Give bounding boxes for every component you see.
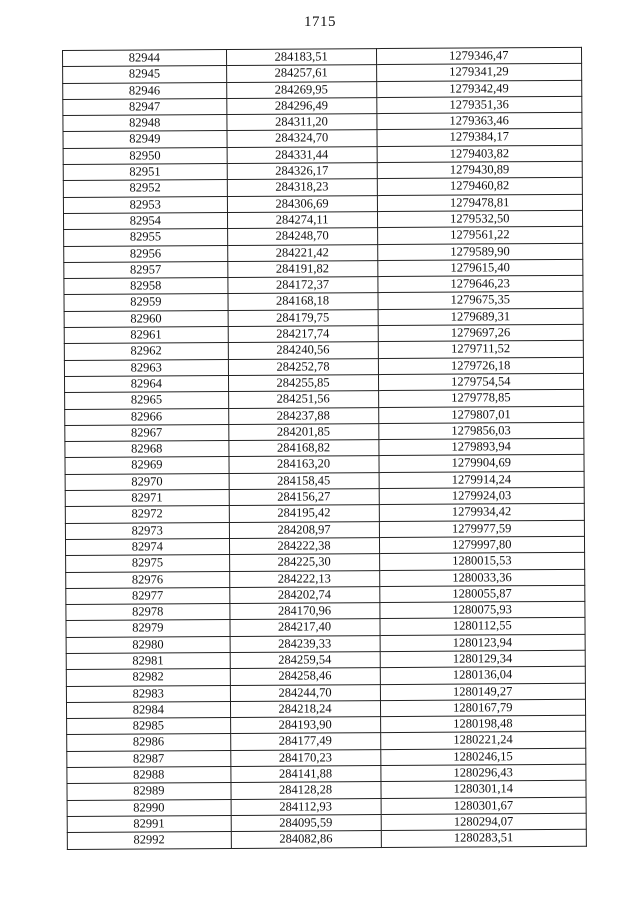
x-coordinate-cell: 284326,17 [227,163,377,180]
point-number-cell: 82974 [65,538,229,555]
point-number-cell: 82956 [64,245,228,262]
point-number-cell: 82954 [63,212,227,229]
x-coordinate-cell: 284217,74 [228,326,378,343]
y-coordinate-cell: 1279924,03 [379,487,585,505]
point-number-cell: 82986 [67,734,231,751]
x-coordinate-cell: 284158,45 [229,472,379,489]
x-coordinate-cell: 284168,18 [228,293,378,310]
point-number-cell: 82984 [66,701,230,718]
x-coordinate-cell: 284177,49 [230,733,380,750]
y-coordinate-cell: 1279711,52 [378,341,584,359]
x-coordinate-cell: 284252,78 [228,358,378,375]
point-number-cell: 82957 [64,261,228,278]
y-coordinate-cell: 1279384,17 [377,129,583,147]
y-coordinate-cell: 1279697,26 [378,324,584,342]
x-coordinate-cell: 284318,23 [227,179,377,196]
y-coordinate-cell: 1280198,48 [380,715,586,733]
point-number-cell: 82981 [66,652,230,669]
y-coordinate-cell: 1279561,22 [377,227,583,245]
y-coordinate-cell: 1280129,34 [380,650,586,668]
x-coordinate-cell: 284141,88 [230,766,380,783]
y-coordinate-cell: 1280246,15 [380,748,586,766]
point-number-cell: 82979 [66,620,230,637]
point-number-cell: 82947 [63,98,227,115]
point-number-cell: 82983 [66,685,230,702]
y-coordinate-cell: 1279351,36 [376,96,582,114]
point-number-cell: 82991 [67,815,231,832]
x-coordinate-cell: 284259,54 [230,652,380,669]
x-coordinate-cell: 284239,33 [230,635,380,652]
y-coordinate-cell: 1279856,03 [378,422,584,440]
y-coordinate-cell: 1280301,14 [381,781,587,799]
x-coordinate-cell: 284306,69 [227,195,377,212]
y-coordinate-cell: 1279532,50 [377,210,583,228]
x-coordinate-cell: 284258,46 [230,668,380,685]
page-number: 1715 [304,14,336,30]
x-coordinate-cell: 284172,37 [227,277,377,294]
y-coordinate-cell: 1279403,82 [377,145,583,163]
y-coordinate-cell: 1279977,59 [379,520,585,538]
y-coordinate-cell: 1279778,85 [378,390,584,408]
point-number-cell: 82985 [67,718,231,735]
x-coordinate-cell: 284128,28 [231,782,381,799]
y-coordinate-cell: 1279893,94 [378,438,584,456]
y-coordinate-cell: 1280301,67 [381,797,587,815]
x-coordinate-cell: 284170,96 [229,603,379,620]
point-number-cell: 82992 [67,832,231,849]
y-coordinate-cell: 1279904,69 [379,455,585,473]
y-coordinate-cell: 1280112,55 [380,618,586,636]
y-coordinate-cell: 1280294,07 [381,813,587,831]
y-coordinate-cell: 1280149,27 [380,683,586,701]
y-coordinate-cell: 1279363,46 [376,113,582,131]
y-coordinate-cell: 1280167,79 [380,699,586,717]
point-number-cell: 82980 [66,636,230,653]
y-coordinate-cell: 1279934,42 [379,504,585,522]
point-number-cell: 82973 [65,522,229,539]
point-number-cell: 82972 [65,506,229,523]
x-coordinate-cell: 284311,20 [226,114,376,131]
x-coordinate-cell: 284183,51 [226,49,376,66]
y-coordinate-cell: 1279589,90 [377,243,583,261]
point-number-cell: 82961 [64,327,228,344]
coordinates-table [62,47,587,850]
x-coordinate-cell: 284201,85 [228,423,378,440]
point-number-cell: 82944 [63,49,227,66]
point-number-cell: 82970 [65,473,229,490]
point-number-cell: 82962 [64,343,228,360]
x-coordinate-cell: 284248,70 [227,228,377,245]
y-coordinate-cell: 1280033,36 [379,569,585,587]
x-coordinate-cell: 284163,20 [229,456,379,473]
point-number-cell: 82969 [65,457,229,474]
point-number-cell: 82945 [63,66,227,83]
y-coordinate-cell: 1279675,35 [378,292,584,310]
table-row [67,830,586,849]
point-number-cell: 82952 [63,180,227,197]
x-coordinate-cell: 284257,61 [226,65,376,82]
point-number-cell: 82989 [67,783,231,800]
point-number-cell: 82949 [63,131,227,148]
point-number-cell: 82990 [67,799,231,816]
y-coordinate-cell: 1279689,31 [378,308,584,326]
point-number-cell: 82951 [63,164,227,181]
x-coordinate-cell: 284324,70 [227,130,377,147]
point-number-cell: 82968 [65,441,229,458]
point-number-cell: 82964 [64,375,228,392]
x-coordinate-cell: 284221,42 [227,244,377,261]
y-coordinate-cell: 1280075,93 [379,601,585,619]
y-coordinate-cell: 1279478,81 [377,194,583,212]
x-coordinate-cell: 284179,75 [228,309,378,326]
x-coordinate-cell: 284195,42 [229,505,379,522]
y-coordinate-cell: 1280296,43 [380,764,586,782]
y-coordinate-cell: 1279615,40 [377,259,583,277]
x-coordinate-cell: 284156,27 [229,489,379,506]
x-coordinate-cell: 284112,93 [231,798,381,815]
x-coordinate-cell: 284208,97 [229,521,379,538]
x-coordinate-cell: 284168,82 [228,440,378,457]
y-coordinate-cell: 1279807,01 [378,406,584,424]
coordinates-table-body [63,47,587,849]
point-number-cell: 82967 [65,424,229,441]
y-coordinate-cell: 1279460,82 [377,178,583,196]
point-number-cell: 82977 [66,587,230,604]
point-number-cell: 82963 [64,359,228,376]
x-coordinate-cell: 284255,85 [228,375,378,392]
point-number-cell: 82959 [64,294,228,311]
y-coordinate-cell: 1279430,89 [377,161,583,179]
y-coordinate-cell: 1279342,49 [376,80,582,98]
x-coordinate-cell: 284240,56 [228,342,378,359]
y-coordinate-cell: 1280015,53 [379,553,585,571]
point-number-cell: 82965 [65,392,229,409]
x-coordinate-cell: 284193,90 [230,717,380,734]
point-number-cell: 82978 [66,604,230,621]
point-number-cell: 82988 [67,767,231,784]
point-number-cell: 82960 [64,310,228,327]
x-coordinate-cell: 284269,95 [226,81,376,98]
x-coordinate-cell: 284082,86 [231,831,381,848]
point-number-cell: 82955 [64,229,228,246]
point-number-cell: 82976 [66,571,230,588]
x-coordinate-cell: 284191,82 [227,260,377,277]
point-number-cell: 82953 [63,196,227,213]
point-number-cell: 82975 [66,555,230,572]
x-coordinate-cell: 284244,70 [230,684,380,701]
point-number-cell: 82950 [63,147,227,164]
point-number-cell: 82982 [66,669,230,686]
point-number-cell: 82946 [63,82,227,99]
x-coordinate-cell: 284251,56 [228,391,378,408]
point-number-cell: 82958 [64,278,228,295]
x-coordinate-cell: 284218,24 [230,700,380,717]
y-coordinate-cell: 1279341,29 [376,64,582,82]
y-coordinate-cell: 1280221,24 [380,732,586,750]
y-coordinate-cell: 1279726,18 [378,357,584,375]
x-coordinate-cell: 284222,13 [229,570,379,587]
x-coordinate-cell: 284170,23 [230,749,380,766]
x-coordinate-cell: 284222,38 [229,537,379,554]
x-coordinate-cell: 284095,59 [231,815,381,832]
point-number-cell: 82987 [67,750,231,767]
y-coordinate-cell: 1280055,87 [379,585,585,603]
y-coordinate-cell: 1279754,54 [378,373,584,391]
y-coordinate-cell: 1280136,04 [380,667,586,685]
point-number-cell: 82948 [63,115,227,132]
x-coordinate-cell: 284237,88 [228,407,378,424]
point-number-cell: 82966 [65,408,229,425]
y-coordinate-cell: 1279914,24 [379,471,585,489]
x-coordinate-cell: 284274,11 [227,212,377,229]
x-coordinate-cell: 284217,40 [230,619,380,636]
x-coordinate-cell: 284331,44 [227,146,377,163]
x-coordinate-cell: 284225,30 [229,554,379,571]
y-coordinate-cell: 1279997,80 [379,536,585,554]
point-number-cell: 82971 [65,490,229,507]
x-coordinate-cell: 284296,49 [226,97,376,114]
x-coordinate-cell: 284202,74 [229,586,379,603]
y-coordinate-cell: 1279346,47 [376,47,582,65]
y-coordinate-cell: 1280283,51 [381,830,587,848]
y-coordinate-cell: 1279646,23 [377,275,583,293]
y-coordinate-cell: 1280123,94 [380,634,586,652]
